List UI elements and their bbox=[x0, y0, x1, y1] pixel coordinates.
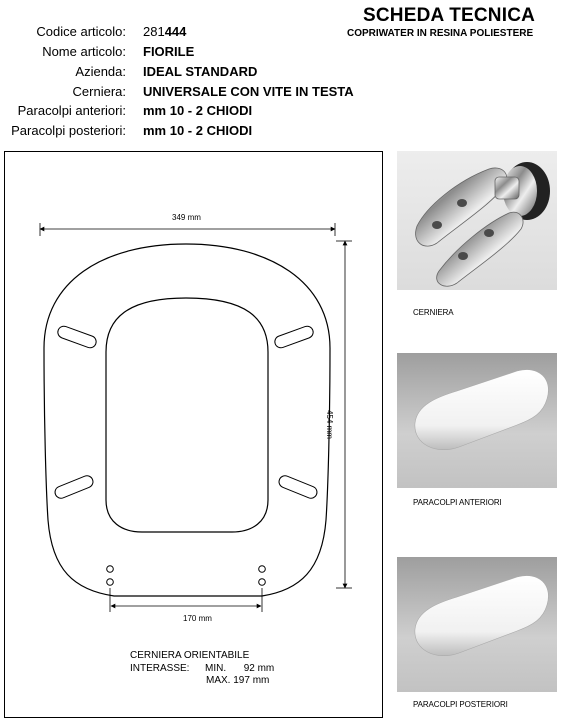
spec-value-code-main: 444 bbox=[164, 24, 187, 39]
hinge-note-interasse-label: INTERASSE: bbox=[130, 663, 190, 674]
spec-label-company: Azienda: bbox=[75, 64, 126, 79]
bumper-slot-rear-right bbox=[277, 474, 319, 500]
spec-value-code-prefix: 281 bbox=[143, 24, 165, 39]
front-bumper-caption: PARACOLPI ANTERIORI bbox=[413, 498, 502, 507]
spec-value-rear-bumpers: mm 10 - 2 CHIODI bbox=[143, 123, 253, 138]
hinge-note-max-label: MAX. bbox=[206, 675, 231, 686]
hinge-note-interasse bbox=[130, 663, 274, 675]
spec-label-front-bumpers: Paracolpi anteriori: bbox=[17, 103, 126, 118]
spec-value-name: FIORILE bbox=[143, 44, 195, 59]
hinge-distance-label: 170 mm bbox=[183, 614, 212, 623]
hinge-hole-left-top bbox=[107, 566, 114, 573]
bumper-slot-front-right bbox=[273, 325, 315, 350]
hinge-note-max-value: 197 mm bbox=[233, 675, 270, 686]
hinge-note-max bbox=[206, 675, 269, 687]
height-dimension bbox=[336, 241, 352, 588]
spec-value-hinge: UNIVERSALE CON VITE IN TESTA bbox=[143, 84, 354, 99]
hinge-note-min-label: MIN. bbox=[205, 663, 227, 674]
width-dimension-label: 349 mm bbox=[172, 213, 201, 222]
bumper-icon bbox=[397, 557, 557, 692]
hinge-note-title: CERNIERA ORIENTABILE bbox=[130, 650, 250, 661]
spec-label-code: Codice articolo: bbox=[36, 24, 126, 39]
height-dimension-label: 454 mm bbox=[325, 410, 334, 439]
hinge-note-min-value: 92 mm bbox=[243, 663, 275, 674]
hinge-photo bbox=[397, 151, 557, 290]
hinge-caption: CERNIERA bbox=[413, 308, 454, 317]
bumper-slot-rear-left bbox=[53, 474, 95, 500]
page-title: SCHEDA TECNICA bbox=[363, 5, 536, 26]
hinge-hole-right-bottom bbox=[259, 579, 266, 586]
hinge-icon bbox=[397, 151, 557, 290]
front-bumper-photo bbox=[397, 353, 557, 488]
seat-inner-opening bbox=[106, 298, 268, 532]
width-dimension bbox=[40, 223, 335, 236]
bumper-icon bbox=[397, 353, 557, 488]
hinge-distance-dimension bbox=[110, 588, 262, 612]
rear-bumper-caption: PARACOLPI POSTERIORI bbox=[413, 700, 508, 709]
seat-outer-outline bbox=[44, 244, 330, 596]
spec-value-front-bumpers: mm 10 - 2 CHIODI bbox=[143, 103, 253, 118]
hinge-hole-left-bottom bbox=[107, 579, 114, 586]
spec-label-rear-bumpers: Paracolpi posteriori: bbox=[11, 123, 126, 138]
bumper-slot-front-left bbox=[56, 325, 98, 350]
spec-label-name: Nome articolo: bbox=[42, 44, 126, 59]
rear-bumper-photo bbox=[397, 557, 557, 692]
spec-label-hinge: Cerniera: bbox=[72, 84, 126, 99]
page-subtitle: COPRIWATER IN RESINA POLIESTERE bbox=[347, 28, 534, 39]
spec-value-company: IDEAL STANDARD bbox=[143, 64, 258, 79]
hinge-hole-right-top bbox=[259, 566, 266, 573]
